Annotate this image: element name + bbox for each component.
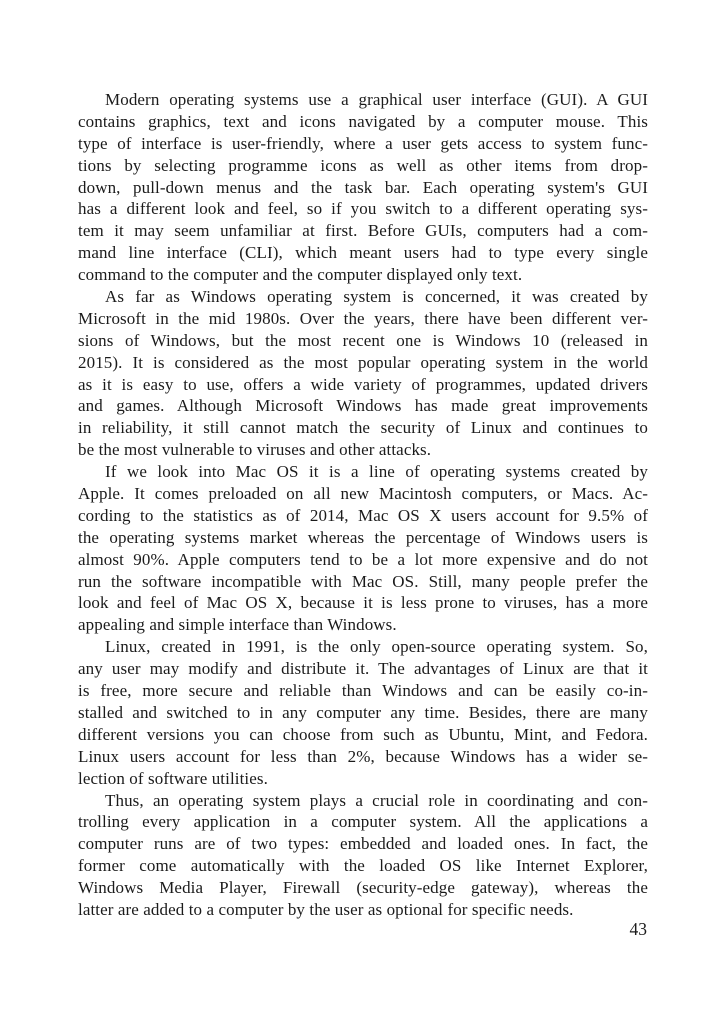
text-line: computer runs are of two types: embedded and loaded ones. In fact, the	[78, 834, 648, 854]
paragraph	[78, 461, 648, 636]
text-line: sions of Windows, but the most recent one is Windows 10 (released in	[78, 330, 648, 350]
text-line: look and feel of Mac OS X, because it is less prone to viruses, has a more	[78, 593, 648, 613]
text-line: Thus, an operating system plays a crucial role in coordinating and con-	[105, 790, 648, 810]
text-line: different versions you can choose from such as Ubuntu, Mint, and Fedora.	[78, 724, 648, 744]
text-line: tem it may seem unfamiliar at first. Before GUIs, computers had a com-	[78, 221, 648, 241]
text-line: run the software incompatible with Mac OS. Still, many people prefer the	[78, 571, 648, 591]
text-line: the operating systems market whereas the percentage of Windows users is	[78, 527, 648, 547]
text-line: contains graphics, text and icons navigated by a computer mouse. This	[78, 111, 648, 131]
text-line: trolling every application in a computer system. All the applications a	[78, 812, 648, 832]
text-line: in reliability, it still cannot match the security of Linux and continues to	[78, 418, 648, 438]
text-line: has a different look and feel, so if you switch to a different operating sys-	[78, 199, 648, 219]
text-line: Linux users account for less than 2%, because Windows has a wider se-	[78, 746, 648, 766]
text-line: latter are added to a computer by the user as optional for specific needs.	[78, 899, 574, 919]
text-block	[78, 89, 648, 921]
text-line: as it is easy to use, offers a wide variety of programmes, updated drivers	[78, 374, 648, 394]
text-line: is free, more secure and reliable than Windows and can be easily co-in-	[78, 681, 648, 701]
text-line: Apple. It comes preloaded on all new Macintosh computers, or Macs. Ac-	[78, 484, 648, 504]
text-line: Windows Media Player, Firewall (security-edge gateway), whereas the	[78, 878, 648, 898]
text-line: almost 90%. Apple computers tend to be a lot more expensive and do not	[78, 549, 648, 569]
paragraph	[78, 286, 648, 461]
text-line: appealing and simple interface than Windows.	[78, 615, 397, 635]
text-line: be the most vulnerable to viruses and other attacks.	[78, 440, 432, 460]
text-line: If we look into Mac OS it is a line of operating systems created by	[105, 462, 648, 482]
text-line: As far as Windows operating system is concerned, it was created by	[105, 287, 648, 307]
text-line: tions by selecting programme icons as well as other items from drop-	[78, 155, 648, 175]
paragraph	[78, 790, 648, 921]
page-number: 43	[629, 919, 647, 939]
text-line: type of interface is user-friendly, where a user gets access to system func-	[78, 133, 648, 153]
paragraph	[78, 89, 648, 286]
text-line: cording to the statistics as of 2014, Mac OS X users account for 9.5% of	[78, 505, 648, 525]
text-line: lection of software utilities.	[78, 768, 268, 788]
text-line: Linux, created in 1991, is the only open-source operating system. So,	[105, 637, 648, 657]
text-line: down, pull-down menus and the task bar. Each operating system's GUI	[78, 177, 648, 197]
text-line: former come automatically with the loaded OS like Internet Explorer,	[78, 856, 648, 876]
text-line: stalled and switched to in any computer any time. Besides, there are many	[78, 702, 648, 722]
text-line: and games. Although Microsoft Windows has made great improvements	[78, 396, 648, 416]
text-line: any user may modify and distribute it. The advantages of Linux are that it	[78, 659, 648, 679]
text-line: 2015). It is considered as the most popular operating system in the world	[78, 352, 648, 372]
text-line: Microsoft in the mid 1980s. Over the years, there have been different ver-	[78, 308, 648, 328]
text-line: mand line interface (CLI), which meant users had to type every single	[78, 243, 648, 263]
text-line: Modern operating systems use a graphical user interface (GUI). A GUI	[105, 90, 648, 109]
paragraph	[78, 636, 648, 789]
text-line: command to the computer and the computer displayed only text.	[78, 265, 523, 285]
